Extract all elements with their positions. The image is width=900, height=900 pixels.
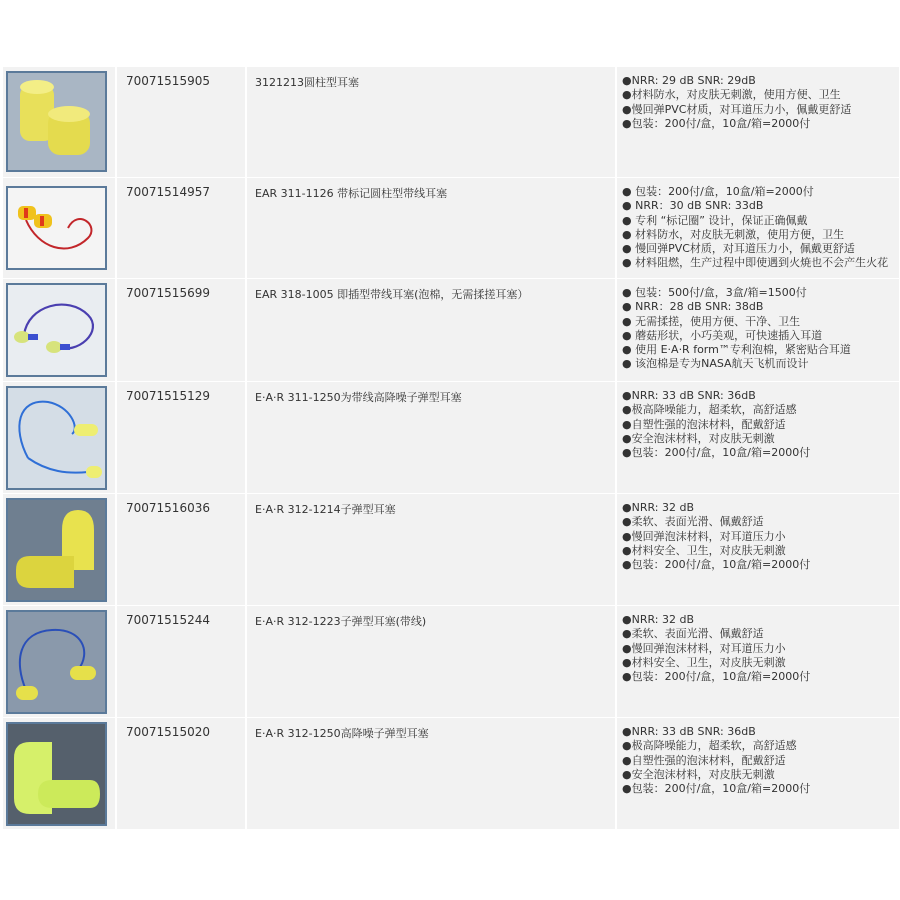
spec-line: ● 蘑菇形状，小巧美观，可快速插入耳道 — [622, 328, 823, 342]
product-code: 70071516036 — [117, 494, 245, 605]
spec-line: ●NRR: 32 dB — [622, 613, 694, 626]
product-code: 70071515244 — [117, 606, 245, 717]
product-image-cell — [3, 494, 115, 605]
spec-line: ●极高降噪能力，超柔软，高舒适感 — [622, 403, 797, 417]
spec-line: ● 专利 “标记圈” 设计，保证正确佩戴 — [622, 213, 808, 227]
spec-line: ●柔软、表面光滑、佩戴舒适 — [622, 627, 764, 641]
spec-line: ● 包装：500付/盒，3盒/箱=1500付 — [622, 286, 807, 299]
product-code: 70071514957 — [117, 178, 245, 278]
bullet-earplugs-icon — [6, 498, 107, 602]
product-name: E·A·R 312-1223子弹型耳塞(带线) — [247, 606, 615, 717]
spec-line: ●NRR: 33 dB SNR: 36dB — [622, 725, 756, 738]
spec-line: ●慢回弹泡沫材料，对耳道压力小 — [622, 641, 786, 655]
table-row — [3, 382, 899, 494]
spec-line: ●包装：200付/盒，10盒/箱=2000付 — [622, 446, 811, 460]
spec-line: ●材料安全、卫生，对皮肤无刺激 — [622, 543, 786, 557]
product-specs — [617, 718, 899, 829]
spec-line: ● 材料阻燃，生产过程中即使遇到火焼也不会产生火花 — [622, 256, 889, 270]
push-in-corded-earplugs-icon — [6, 283, 107, 377]
product-name: 3121213圆柱型耳塞 — [247, 67, 615, 177]
product-code: 70071515129 — [117, 382, 245, 493]
product-specs — [617, 382, 899, 493]
product-name: EAR 311-1126 带标记圆柱型带线耳塞 — [247, 178, 615, 278]
spec-line: ●NRR: 33 dB SNR: 36dB — [622, 389, 756, 402]
spec-line: ● NRR：30 dB SNR: 33dB — [622, 199, 764, 213]
spec-line: ●包装：200付/盒，10盒/箱=2000付 — [622, 116, 811, 130]
spec-line: ●极高降噪能力，超柔软，高舒适感 — [622, 739, 797, 753]
table-row — [3, 494, 899, 606]
spec-line: ●安全泡沫材料，对皮肤无刺激 — [622, 767, 775, 781]
spec-line: ● 包装：200付/盒，10盒/箱=2000付 — [622, 185, 814, 198]
product-name: E·A·R 312-1250高降噪子弹型耳塞 — [247, 718, 615, 829]
spec-line: ●柔软、表面光滑、佩戴舒适 — [622, 515, 764, 529]
spec-line: ●NRR: 29 dB SNR: 29dB — [622, 74, 756, 87]
corded-bullet-earplugs-icon — [6, 386, 107, 490]
spec-line: ●自塑性强的泡沫材料，配戴舒适 — [622, 417, 786, 431]
corded-bullet-earplugs-icon — [6, 610, 107, 714]
spec-line: ● 材料防水，对皮肤无刺激，使用方便，卫生 — [622, 227, 845, 241]
spec-line: ●材料防水，对皮肤无刺激，使用方便、卫生 — [622, 88, 841, 102]
product-specs — [617, 279, 899, 381]
bullet-earplugs-icon — [6, 722, 107, 826]
product-name: EAR 318-1005 即插型带线耳塞(泡棉，无需揉搓耳塞） — [247, 279, 615, 381]
product-name: E·A·R 311-1250为带线高降噪子弹型耳塞 — [247, 382, 615, 493]
product-image-cell — [3, 67, 115, 177]
spec-line: ●安全泡沫材料，对皮肤无刺激 — [622, 431, 775, 445]
spec-line: ● 慢回弹PVC材质，对耳道压力小，佩戴更舒适 — [622, 242, 855, 256]
spec-line: ● NRR：28 dB SNR: 38dB — [622, 300, 764, 314]
spec-line: ●自塑性强的泡沫材料，配戴舒适 — [622, 753, 786, 767]
spec-line: ● 无需揉搓，使用方便、干净、卫生 — [622, 314, 801, 328]
spec-line: ● 使用 E·A·R form™专利泡棉，紧密贴合耳道 — [622, 343, 851, 357]
spec-line: ●包装：200付/盒，10盒/箱=2000付 — [622, 670, 811, 684]
product-specs — [617, 67, 899, 177]
product-specs — [617, 494, 899, 605]
spec-line: ●NRR: 32 dB — [622, 501, 694, 514]
product-image-cell — [3, 178, 115, 278]
spec-line: ●慢回弹泡沫材料，对耳道压力小 — [622, 529, 786, 543]
spec-line: ●包装：200付/盒，10盒/箱=2000付 — [622, 782, 811, 796]
product-image-cell — [3, 718, 115, 829]
product-name: E·A·R 312-1214子弹型耳塞 — [247, 494, 615, 605]
cylinder-earplugs-icon — [6, 71, 107, 172]
product-code: 70071515020 — [117, 718, 245, 829]
product-table — [3, 67, 899, 830]
product-code: 70071515699 — [117, 279, 245, 381]
table-row — [3, 67, 899, 178]
product-code: 70071515905 — [117, 67, 245, 177]
product-image-cell — [3, 382, 115, 493]
product-image-cell — [3, 606, 115, 717]
table-row — [3, 178, 899, 279]
table-row — [3, 279, 899, 382]
table-row — [3, 718, 899, 830]
spec-line: ●包装：200付/盒，10盒/箱=2000付 — [622, 558, 811, 572]
product-specs — [617, 178, 899, 278]
product-specs — [617, 606, 899, 717]
spec-line: ●材料安全、卫生，对皮肤无刺激 — [622, 655, 786, 669]
spec-line: ●慢回弹PVC材质，对耳道压力小，佩戴更舒适 — [622, 102, 852, 116]
table-row — [3, 606, 899, 718]
spec-line: ● 该泡棉是专为NASA航天飞机而设计 — [622, 357, 809, 371]
product-image-cell — [3, 279, 115, 381]
corded-marked-earplugs-icon — [6, 186, 107, 270]
